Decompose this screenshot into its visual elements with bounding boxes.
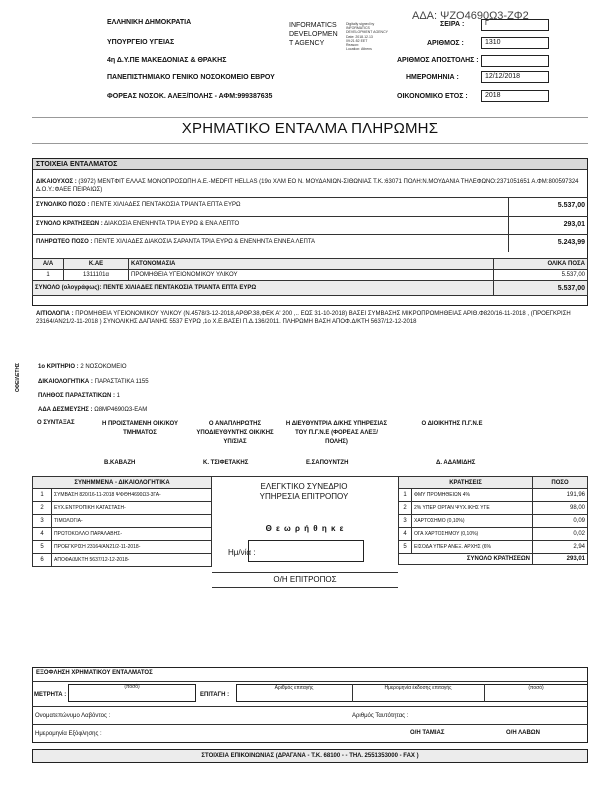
header-line-3: 4η Δ.Υ.ΠΕ ΜΑΚΕΔΟΝΙΑΣ & ΘΡΑΚΗΣ (107, 57, 227, 64)
deductions-amount: 293,01 (563, 221, 585, 228)
name-sapountzi: Ε.ΣΑΠΟΥΝΤΖΗ (306, 460, 349, 466)
title-rule-top (32, 117, 588, 118)
audit-date-label: Ημ/νία : (228, 548, 256, 557)
table-row: 4 ΟΓΑ ΧΑΡΤΟΣΗΜΟΥ (0,10%) 0,02 (399, 528, 588, 541)
id-label: Αριθμός Ταυτότητας : (352, 713, 409, 719)
discharge-title: ΕΞΟΦΛΗΣΗ ΧΡΗΜΑΤΙΚΟΥ ΕΝΤΑΛΜΑΤΟΣ (36, 670, 153, 676)
cashier-label: Ο/Η ΤΑΜΙΑΣ (410, 730, 445, 736)
page-title: ΧΡΗΜΑΤΙΚΟ ΕΝΤΑΛΜΑ ΠΛΗΡΩΜΗΣ (181, 120, 439, 137)
col-amount: ΟΛΙΚΑ ΠΟΣΑ (494, 259, 588, 270)
fiscal-year-value: 2018 (481, 90, 549, 102)
divider (32, 706, 588, 707)
name-tsifetakis: Κ. ΤΣΙΦΕΤΑΚΗΣ (203, 460, 249, 466)
table-row: 6 ΑΠΟΦΑ/Δ/ΚΤΗ 5637/12-12-2018- (33, 554, 212, 567)
divider (32, 197, 588, 198)
receiver-label: Ο/Η ΛΑΒΩΝ (506, 730, 540, 736)
check-label: ΕΠΙΤΑΓΗ : (200, 692, 230, 698)
date-value: 12/12/2018 (481, 71, 549, 83)
table-row: 5 ΠΡΟΕΓΚΡΙΣΗ 23164/ΑΝ21/2-11-2018- (33, 541, 212, 554)
deductions-table (398, 476, 588, 565)
table-row: 2 2% ΥΠΕΡ ΟΡΓΑΝ ΨΥΧ.ΙΚΗΣ ΥΓΕ 98,00 (399, 502, 588, 515)
payable-amount: 5.243,99 (557, 239, 585, 246)
ada-stamp: ΑΔΑ: ΨΖΟ4690Ω3-ΖΦ2 (412, 10, 529, 22)
cash-amount-hint: (ποσό) (124, 684, 140, 690)
number-value: 1310 (481, 37, 549, 49)
total-amount: 5.537,00 (557, 202, 585, 209)
fiscal-year-label: ΟΙΚΟΝΟΜΙΚΟ ΕΤΟΣ : (397, 93, 468, 100)
details-title: ΣΤΟΙΧΕΙΑ ΕΝΤΑΛΜΑΤΟΣ (33, 159, 587, 170)
payable-amount-text: ΠΛΗΡΩΤΕΟ ΠΟΣΟ : ΠΕΝΤΕ ΧΙΛΙΑΔΕΣ ΔΙΑΚΟΣΙΑ ΣΑΡΑΝΤΑ ΤΡΙΑ ΕΥΡΩ & ΕΝΕΝΗΝΤΑ ΕΝΝΕΑ ΛΕΠΤΑ (36, 239, 316, 245)
deductions-amount-header: ΠΟΣΟ (533, 477, 588, 489)
criterion-1: 1ο ΚΡΙΤΗΡΙΟ : 2 ΝΟΣΟΚΟΜΕΙΟ (38, 364, 127, 370)
beneficiary: ΔΙΚΑΙΟΥΧΟΣ : (3972) ΜΕΝΤΦΙΤ ΕΛΛΑΣ ΜΟΝΟΠΡΟΣΩΠΗ Α.Ε.-MEDFIT HELLAS (19ο ΧΛΜ ΕΟ Ν. ΜΟΥΔΑΝΙΩΝ-ΣΙΘΩΝΙΑΣ Τ.Κ.:63071 ΠΟΛΗ:Ν.ΜΟΥΔΑΝΙΑ ΤΗΛΕΦΩΝΟ:2371051651 Α.ΦΜ:800597324 Δ.Ο.Υ.:ΦΑΕΕ ΠΕΙΡΑΙΩΣ) (36, 179, 579, 193)
role-head-financial: Η ΠΡΟΙΣΤΑΜΕΝΗ ΟΙΚ/ΚΟΥ ΤΜΗΜΑΤΟΣ (101, 421, 179, 436)
name-adamidis: Δ. ΑΔΑΜΙΔΗΣ (436, 460, 476, 466)
table-row: 3 ΧΑΡΤΟΣΗΜΟ (0,10%) 0,09 (399, 515, 588, 528)
contact-footer: ΣΤΟΙΧΕΙΑ ΕΠΙΚΟΙΝΩΝΙΑΣ (ΔΡΑΓΑΝΑ - Τ.Κ. 68100 - - ΤΗΛ. 2551353000 - FAX ) (32, 749, 588, 763)
ae-table (32, 258, 588, 296)
criterion-docs: ΔΙΚΑΙΟΛΟΓΗΤΙΚΑ : ΠΑΡΑΣΤΑΤΙΚΑ 1155 (38, 379, 149, 385)
audit-date-field[interactable] (248, 540, 364, 562)
divider (32, 724, 588, 725)
signature-agency: INFORMATICS DEVELOPMEN T AGENCY (289, 22, 338, 47)
discharge-section (32, 667, 588, 743)
title-rule-bottom (32, 143, 588, 144)
cash-label: ΜΕΤΡΗΤΑ : (34, 692, 67, 698)
criterion-count: ΠΛΗΘΟΣ ΠΑΡΑΣΤΑΤΙΚΩΝ : 1 (38, 393, 120, 399)
audit-officer: Ο/Η ΕΠΙΤΡΟΠΟΣ (273, 575, 337, 584)
table-row: 4 ΠΡΩΤΟΚΟΛΛΟ ΠΑΡΑΛΑΒΗΣ- (33, 528, 212, 541)
signature-details: Digitally signed by INFORMATICS DEVELOPMENT AGENCY Date: 2018.12.13 09:21:52 EET Reason: Location: Athens (346, 22, 388, 52)
supporting-docs-title: ΣΥΝΗΜΜΕΝΑ - ΔΙΚΑΙΟΛΟΓΗΤΙΚΑ (33, 477, 212, 489)
audit-seen: Θ ε ω ρ ή θ η κ ε (265, 524, 345, 533)
divider (508, 197, 509, 252)
dispatch-number-value (481, 55, 549, 67)
deductions-total-row: ΣΥΝΟΛΟ ΚΡΑΤΗΣΕΩΝ 293,01 (399, 554, 588, 565)
header-line-5: ΦΟΡΕΑΣ ΝΟΣΟΚ. ΑΛΕΞ/ΠΟΛΗΣ - ΑΦΜ:999387635 (107, 93, 273, 100)
role-director: Η ΔΙΕΥΘΥΝΤΡΙΑ Δ/ΚΗΣ ΥΠΗΡΕΣΙΑΣ ΤΟΥ Π.Γ.Ν.Ε (ΦΟΡΕΑΣ ΑΛΕΞ/ΠΟΛΗΣ) (285, 421, 388, 445)
deductions-amount-text: ΣΥΝΟΛΟ ΚΡΑΤΗΣΕΩΝ : ΔΙΑΚΟΣΙΑ ΕΝΕΝΗΝΤΑ ΤΡΙΑ ΕΥΡΩ & ΕΝΑ ΛΕΠΤΟ (36, 221, 240, 227)
role-governor: Ο ΔΙΟΙΚΗΤΗΣ Π.Γ.Ν.Ε (421, 421, 483, 427)
total-amount-text: ΣΥΝΟΛΙΚΟ ΠΟΣΟ : ΠΕΝΤΕ ΧΙΛΙΑΔΕΣ ΠΕΝΤΑΚΟΣΙΑ ΤΡΙΑΝΤΑ ΕΠΤΑ ΕΥΡΩ (36, 202, 241, 208)
justification: ΑΙΤΙΟΛΟΓΙΑ : ΠΡΟΜΗΘΕΙΑ ΥΓΕΙΟΝΟΜΙΚΟΥ ΥΛΙΚΟΥ (Ν.4578/3-12-2018,ΑΡΘΡ.38,ΦΕΚ Α' 200 ,.. ΕΩΣ 31-10-2018) ΒΑΣΕΙ ΣΥΜΒΑΣΗΣ ΜΙΚΡΟΠΡΟΜΗΘΕΙΑΣ ΑΡΙΘ.Φ820/16-11-2018 , (ΠΡΟΕΓΚΡΙΣΗ 23164/ΑΝ21/2-11-2018 ) ΣΥΝΟΛΙΚΗΣ ΔΑΠΑΝΗΣ 5537 ΕΥΡΩ ,1ο Χ.Ε.ΒΑΣΕΙ Π.Δ.136/2011. ΠΛΗΡΩΜΗ ΒΑΣΗ ΑΠΟΦ.Δ/ΚΤΗ 5637/12-12-2018 (36, 311, 571, 325)
issue-date-label: Ημερομηνία Εξόφλησης : (35, 731, 102, 737)
table-row: 1 ΣΥΜΒΑΣΗ 820/16-11-2018 ΨΦΘΗ4690Ω3-3ΓΑ- (33, 489, 212, 502)
table-header (33, 259, 588, 270)
series-value: Γ (481, 19, 549, 31)
table-row: 1 ΦΜΥ ΠΡΟΜΗΘΕΙΩΝ 4% 191,96 (399, 489, 588, 502)
deductions-header: ΚΡΑΤΗΣΕΙΣ (399, 477, 533, 489)
date-label: ΗΜΕΡΟΜΗΝΙΑ : (406, 74, 459, 81)
audit-title: ΕΛΕΓΚΤΙΚΟ ΣΥΝΕΔΡΙΟ ΥΠΗΡΕΣΙΑ ΕΠΙΤΡΟΠΟΥ (259, 482, 349, 501)
divider (32, 681, 588, 682)
number-label: ΑΡΙΘΜΟΣ : (427, 40, 464, 47)
payee-label: Ονοματεπώνυμο Λαβόντος : (35, 713, 111, 719)
divider (32, 216, 588, 217)
col-kae: Κ.ΑΕ (64, 259, 129, 270)
table-row: 3 ΤΙΜΟΛΟΓΙΑ- (33, 515, 212, 528)
criterion-ada: ΑΔΑ ΔΕΣΜΕΥΣΗΣ : Ω8ΜΡ4690Ω3-ΕΑΜ (38, 407, 148, 413)
divider (212, 572, 398, 573)
table-row: 1 1311101α ΠΡΟΜΗΘΕΙΑ ΥΓΕΙΟΝΟΜΙΚΟΥ ΥΛΙΚΟΥ 5.537,00 (33, 270, 588, 281)
table-row: 5 ΕΙΣΟΔΑ ΥΠΕΡ ΑΝΕΞ. ΑΡΧΗΣ (6% 2,94 (399, 541, 588, 554)
series-label: ΣΕΙΡΑ : (440, 21, 465, 28)
col-name: ΚΑΤΟΝΟΜΑΣΙΑ (129, 259, 494, 270)
check-date-hint: Ημερομηνία έκδοσης επιταγής (384, 685, 452, 691)
col-aa: Α/Α (33, 259, 64, 270)
header-line-1: ΕΛΛΗΝΙΚΗ ΔΗΜΟΚΡΑΤΙΑ (107, 19, 192, 26)
table-total-row: ΣΥΝΟΛΟ (ολογράφως): ΠΕΝΤΕ ΧΙΛΙΑΔΕΣ ΠΕΝΤΑΚΟΣΙΑ ΤΡΙΑΝΤΑ ΕΠΤΑ ΕΥΡΩ 5.537,00 (33, 281, 588, 296)
name-kavazi: Β.ΚΑΒΑΖΗ (104, 460, 136, 466)
role-deputy-director: Ο ΑΝΑΠΛΗΡΩΤΗΣ ΥΠΟΔΙΕΥΘΥΝΤΗΣ ΟΙΚ/ΚΗΣ ΥΠ/ΣΙΑΣ (196, 421, 274, 445)
table-row: 2 ΕΥΧ.ΕΝΤΡΟΠΙΚΗ ΚΑΤΑΣΤΑΣΗ- (33, 502, 212, 515)
header-line-2: ΥΠΟΥΡΓΕΙΟ ΥΓΕΙΑΣ (107, 39, 175, 46)
check-number-hint: Αριθμός επιταγής (274, 685, 314, 691)
dispatch-number-label: ΑΡΙΘΜΟΣ ΑΠΟΣΤΟΛΗΣ : (397, 57, 479, 64)
debtor-side-label: ΟΦΕΙΛΕΤΗΣ (15, 362, 21, 392)
divider (32, 234, 588, 235)
check-amount-hint: (ποσό) (528, 685, 544, 691)
supporting-docs-table (32, 476, 212, 567)
role-composer: Ο ΣΥΝΤΑΞΑΣ (37, 420, 75, 426)
header-line-4: ΠΑΝΕΠΙΣΤΗΜΙΑΚΟ ΓΕΝΙΚΟ ΝΟΣΟΚΟΜΕΙΟ ΕΒΡΟΥ (107, 74, 275, 81)
